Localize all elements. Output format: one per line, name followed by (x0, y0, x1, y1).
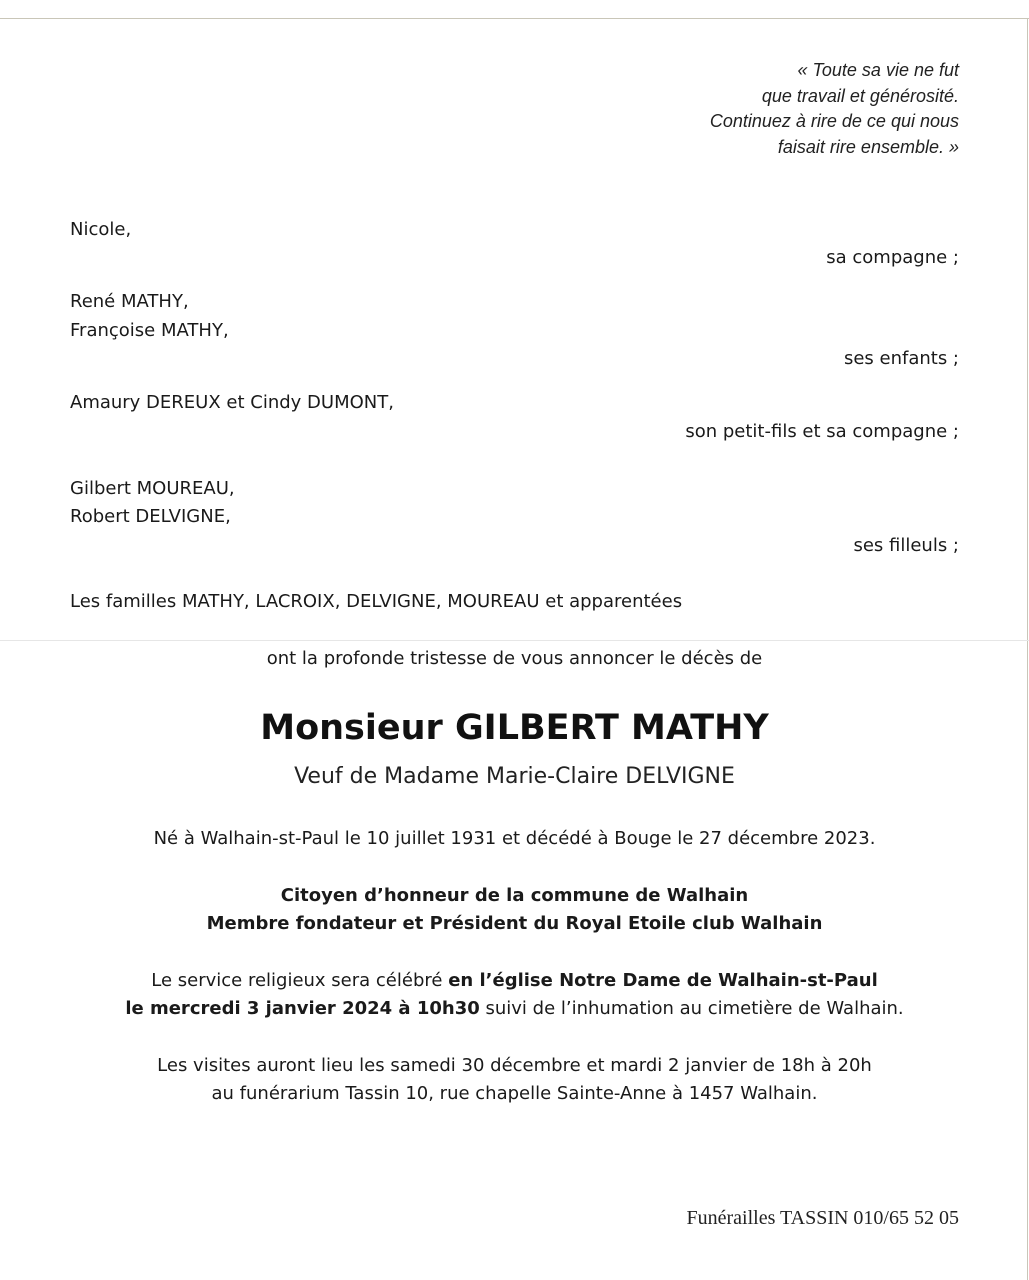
companion-name: Nicole, (70, 219, 132, 240)
service-line-2 (0, 995, 1029, 1023)
funeral-home-contact: Funérailles TASSIN 010/65 52 05 (686, 1207, 959, 1229)
grandson-role: son petit-fils et sa compagne ; (685, 421, 959, 442)
quote-line: « Toute sa vie ne fut (797, 60, 959, 80)
quote-line: faisait rire ensemble. » (777, 136, 959, 157)
fold-line (0, 640, 1029, 641)
visits-line: au funérarium Tassin 10, rue chapelle Sainte-Anne à 1457 Walhain. (211, 1083, 818, 1104)
service-text: suivi de l’inhumation au cimetière de Walhain. (479, 998, 904, 1019)
service-date: le mercredi 3 janvier 2024 à 10h30 (125, 998, 480, 1019)
epitaph-quote (710, 58, 959, 160)
child-name: René MATHY, (70, 291, 189, 312)
honor-line: Citoyen d’honneur de la commune de Walhain (280, 885, 749, 906)
visits-line: Les visites auront lieu les samedi 30 décembre et mardi 2 janvier de 18h à 20h (157, 1055, 872, 1076)
deceased-name: Monsieur GILBERT MATHY (260, 708, 769, 748)
children-role: ses enfants ; (843, 348, 959, 369)
service-line-1 (0, 967, 1029, 995)
grandson-name: Amaury DEREUX et Cindy DUMONT, (70, 392, 394, 413)
honor-line: Membre fondateur et Président du Royal Etoile club Walhain (206, 913, 823, 934)
families-line: Les familles MATHY, LACROIX, DELVIGNE, MOUREAU et apparentées (70, 591, 683, 612)
quote-line: Continuez à rire de ce qui nous (709, 111, 959, 131)
service-church: en l’église Notre Dame de Walhain-st-Paul (448, 970, 878, 991)
godchildren-role: ses filleuls ; (853, 535, 959, 556)
companion-role: sa compagne ; (826, 247, 959, 268)
child-name: Françoise MATHY, (70, 320, 229, 341)
quote-line: que travail et générosité. (761, 85, 959, 106)
widower-line: Veuf de Madame Marie-Claire DELVIGNE (294, 764, 735, 789)
godchild-name: Gilbert MOUREAU, (70, 478, 235, 499)
birth-death-line: Né à Walhain-st-Paul le 10 juillet 1931 et décédé à Bouge le 27 décembre 2023. (153, 828, 876, 849)
announcement: ont la profonde tristesse de vous annoncer le décès de (266, 648, 763, 669)
top-border (0, 18, 1029, 19)
service-text: Le service religieux sera célébré (151, 970, 449, 991)
godchild-name: Robert DELVIGNE, (70, 506, 231, 527)
